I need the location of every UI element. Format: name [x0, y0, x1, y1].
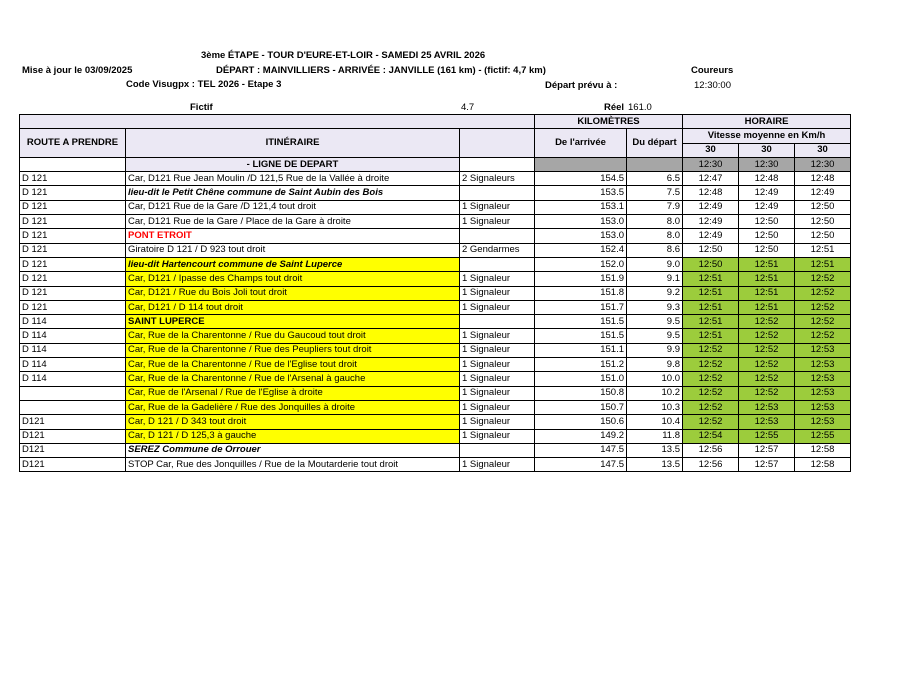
table-row: [20, 358, 851, 372]
row-time-3: 12:53: [795, 358, 851, 372]
row-depart: 9.5: [627, 329, 683, 343]
row-time-1: 12:51: [683, 272, 739, 286]
row-depart: 8.0: [627, 215, 683, 229]
row-note: 1 Signaleur: [460, 329, 535, 343]
start-time-2: 12:30: [739, 157, 795, 171]
row-time-3: 12:50: [795, 229, 851, 243]
row-time-2: 12:55: [739, 429, 795, 443]
arrivee-header: De l'arrivée: [535, 129, 627, 158]
row-time-1: 12:52: [683, 358, 739, 372]
vitesse-header: Vitesse moyenne en Km/h: [683, 129, 851, 143]
row-itineraire: Car, Rue de l'Arsenal / Rue de l'Eglise à droite: [126, 386, 460, 400]
row-route: [20, 400, 126, 414]
row-note: 1 Signaleur: [460, 215, 535, 229]
header-blank: [20, 115, 535, 129]
row-time-1: 12:56: [683, 458, 739, 472]
row-route: [20, 386, 126, 400]
row-arrivee: 151.2: [535, 358, 627, 372]
row-route: D 121: [20, 300, 126, 314]
start-note: [460, 157, 535, 171]
row-route: D121: [20, 458, 126, 472]
row-arrivee: 151.7: [535, 300, 627, 314]
row-time-2: 12:52: [739, 386, 795, 400]
row-time-2: 12:50: [739, 243, 795, 257]
row-depart: 10.4: [627, 415, 683, 429]
horaire-header: HORAIRE: [683, 115, 851, 129]
row-time-1: 12:50: [683, 257, 739, 271]
table-row: [20, 243, 851, 257]
row-depart: 8.6: [627, 243, 683, 257]
row-depart: 13.5: [627, 458, 683, 472]
row-time-2: 12:57: [739, 443, 795, 457]
fictif-value: 4.7: [461, 102, 475, 113]
row-arrivee: 154.5: [535, 172, 627, 186]
row-route: D 114: [20, 315, 126, 329]
row-time-2: 12:48: [739, 172, 795, 186]
row-depart: 10.2: [627, 386, 683, 400]
row-note: 1 Signaleur: [460, 429, 535, 443]
start-dep: [627, 157, 683, 171]
row-note: 1 Signaleur: [460, 272, 535, 286]
row-time-2: 12:52: [739, 329, 795, 343]
row-time-3: 12:52: [795, 286, 851, 300]
row-itineraire: Car, D121 Rue Jean Moulin /D 121,5 Rue de la Vallée à droite: [126, 172, 460, 186]
table-row: [20, 257, 851, 271]
table-row: [20, 415, 851, 429]
table-row: [20, 229, 851, 243]
table-row: [20, 186, 851, 200]
row-note: [460, 257, 535, 271]
row-itineraire: SEREZ Commune de Orrouer: [126, 443, 460, 457]
row-route: D 114: [20, 372, 126, 386]
row-itineraire: Car, D 121 / D 343 tout droit: [126, 415, 460, 429]
row-arrivee: 150.7: [535, 400, 627, 414]
row-depart: 6.5: [627, 172, 683, 186]
row-arrivee: 151.9: [535, 272, 627, 286]
table-row: [20, 215, 851, 229]
start-arr: [535, 157, 627, 171]
table-row: [20, 372, 851, 386]
table-row: [20, 458, 851, 472]
row-route: D121: [20, 429, 126, 443]
row-time-1: 12:49: [683, 200, 739, 214]
row-depart: 11.8: [627, 429, 683, 443]
row-time-2: 12:49: [739, 186, 795, 200]
row-time-3: 12:50: [795, 200, 851, 214]
start-time-1: 12:30: [683, 157, 739, 171]
table-row: [20, 272, 851, 286]
row-note: [460, 443, 535, 457]
row-time-3: 12:50: [795, 215, 851, 229]
row-note: 1 Signaleur: [460, 458, 535, 472]
start-label: - LIGNE DE DEPART: [126, 157, 460, 171]
row-note: [460, 186, 535, 200]
row-itineraire: Car, D121 / Rue du Bois Joli tout droit: [126, 286, 460, 300]
row-time-2: 12:53: [739, 415, 795, 429]
speed-2: 30: [739, 143, 795, 157]
row-arrivee: 151.5: [535, 315, 627, 329]
row-depart: 7.9: [627, 200, 683, 214]
row-itineraire: Car, Rue de la Charentonne / Rue du Gaucoud tout droit: [126, 329, 460, 343]
row-route: D 121: [20, 172, 126, 186]
table-row: [20, 286, 851, 300]
row-time-2: 12:51: [739, 300, 795, 314]
row-route: D121: [20, 415, 126, 429]
row-time-1: 12:48: [683, 186, 739, 200]
row-time-1: 12:51: [683, 286, 739, 300]
row-time-3: 12:51: [795, 257, 851, 271]
row-time-3: 12:49: [795, 186, 851, 200]
row-route: D121: [20, 443, 126, 457]
row-itineraire: Car, Rue de la Charentonne / Rue de l'Arsenal à gauche: [126, 372, 460, 386]
row-arrivee: 151.5: [535, 329, 627, 343]
stage-title: 3ème ÉTAPE - TOUR D'EURE-ET-LOIR - SAMEDI 25 AVRIL 2026: [201, 50, 486, 61]
row-route: D 114: [20, 343, 126, 357]
row-time-2: 12:51: [739, 286, 795, 300]
row-time-3: 12:58: [795, 443, 851, 457]
table-row: [20, 315, 851, 329]
row-note: 1 Signaleur: [460, 415, 535, 429]
row-time-3: 12:52: [795, 300, 851, 314]
row-time-2: 12:53: [739, 400, 795, 414]
itinerary-table: [19, 114, 851, 472]
table-row: [20, 429, 851, 443]
row-arrivee: 152.4: [535, 243, 627, 257]
table-row: [20, 300, 851, 314]
row-itineraire: Car, D121 / Ipasse des Champs tout droit: [126, 272, 460, 286]
row-itineraire: Car, Rue de la Gadelière / Rue des Jonquilles à droite: [126, 400, 460, 414]
table-row: [20, 386, 851, 400]
row-time-1: 12:52: [683, 400, 739, 414]
row-time-2: 12:52: [739, 358, 795, 372]
route-header: ROUTE A PRENDRE: [20, 129, 126, 158]
row-time-2: 12:50: [739, 215, 795, 229]
row-time-1: 12:52: [683, 343, 739, 357]
reel-value: 161.0: [628, 102, 652, 113]
row-time-2: 12:57: [739, 458, 795, 472]
row-note: 1 Signaleur: [460, 400, 535, 414]
row-arrivee: 152.0: [535, 257, 627, 271]
row-route: D 114: [20, 358, 126, 372]
table-row: [20, 329, 851, 343]
row-time-2: 12:51: [739, 272, 795, 286]
fictif-label: Fictif: [190, 102, 213, 113]
row-itineraire: Car, D 121 / D 125,3 à gauche: [126, 429, 460, 443]
speed-1: 30: [683, 143, 739, 157]
row-time-3: 12:58: [795, 458, 851, 472]
row-arrivee: 151.0: [535, 372, 627, 386]
row-itineraire: Car, D121 Rue de la Gare /D 121,4 tout droit: [126, 200, 460, 214]
row-depart: 10.3: [627, 400, 683, 414]
row-arrivee: 149.2: [535, 429, 627, 443]
update-date: Mise à jour le 03/09/2025: [22, 65, 133, 76]
row-time-3: 12:53: [795, 415, 851, 429]
coureurs-label: Coureurs: [691, 65, 734, 76]
row-route: D 121: [20, 215, 126, 229]
row-arrivee: 151.8: [535, 286, 627, 300]
row-time-1: 12:56: [683, 443, 739, 457]
row-time-1: 12:51: [683, 329, 739, 343]
row-time-1: 12:52: [683, 372, 739, 386]
row-arrivee: 147.5: [535, 443, 627, 457]
table-row: [20, 200, 851, 214]
row-time-3: 12:51: [795, 243, 851, 257]
table-row: [20, 400, 851, 414]
row-route: D 121: [20, 272, 126, 286]
row-itineraire: lieu-dit le Petit Chêne commune de Saint Aubin des Bois: [126, 186, 460, 200]
row-time-3: 12:48: [795, 172, 851, 186]
row-note: 1 Signaleur: [460, 200, 535, 214]
row-itineraire: SAINT LUPERCE: [126, 315, 460, 329]
row-route: D 114: [20, 329, 126, 343]
row-time-3: 12:55: [795, 429, 851, 443]
row-time-1: 12:54: [683, 429, 739, 443]
row-time-1: 12:49: [683, 229, 739, 243]
row-itineraire: PONT ETROIT: [126, 229, 460, 243]
row-time-1: 12:52: [683, 415, 739, 429]
row-route: D 121: [20, 200, 126, 214]
row-time-3: 12:53: [795, 400, 851, 414]
row-note: [460, 315, 535, 329]
row-arrivee: 151.1: [535, 343, 627, 357]
row-route: D 121: [20, 186, 126, 200]
row-depart: 10.0: [627, 372, 683, 386]
row-arrivee: 150.8: [535, 386, 627, 400]
row-depart: 9.2: [627, 286, 683, 300]
row-arrivee: 150.6: [535, 415, 627, 429]
row-time-3: 12:52: [795, 329, 851, 343]
start-time-3: 12:30: [795, 157, 851, 171]
row-note: 1 Signaleur: [460, 343, 535, 357]
row-time-1: 12:52: [683, 386, 739, 400]
row-time-3: 12:52: [795, 315, 851, 329]
row-note: 1 Signaleur: [460, 358, 535, 372]
row-note: 2 Signaleurs: [460, 172, 535, 186]
row-depart: 9.3: [627, 300, 683, 314]
reel-label: Réel: [604, 102, 625, 113]
depart-time: 12:30:00: [694, 80, 731, 91]
row-time-3: 12:52: [795, 272, 851, 286]
start-route: [20, 157, 126, 171]
km-header: KILOMÈTRES: [535, 115, 683, 129]
row-note: 1 Signaleur: [460, 286, 535, 300]
row-itineraire: Car, D121 / D 114 tout droit: [126, 300, 460, 314]
row-itineraire: Car, Rue de la Charentonne / Rue des Peupliers tout droit: [126, 343, 460, 357]
row-arrivee: 153.1: [535, 200, 627, 214]
row-route: D 121: [20, 243, 126, 257]
row-route: D 121: [20, 286, 126, 300]
row-arrivee: 153.0: [535, 215, 627, 229]
depart-prevu-label: Départ prévu à :: [545, 80, 618, 91]
row-time-1: 12:47: [683, 172, 739, 186]
row-depart: 8.0: [627, 229, 683, 243]
table-row: [20, 343, 851, 357]
row-time-2: 12:50: [739, 229, 795, 243]
row-note: 1 Signaleur: [460, 386, 535, 400]
table-row: [20, 443, 851, 457]
row-itineraire: Car, D121 Rue de la Gare / Place de la Gare à droite: [126, 215, 460, 229]
row-itineraire: lieu-dit Hartencourt commune de Saint Luperce: [126, 257, 460, 271]
row-time-1: 12:49: [683, 215, 739, 229]
row-depart: 9.0: [627, 257, 683, 271]
row-time-2: 12:52: [739, 372, 795, 386]
row-depart: 9.8: [627, 358, 683, 372]
row-route: D 121: [20, 229, 126, 243]
itineraire-header: ITINÉRAIRE: [126, 129, 460, 158]
row-time-1: 12:50: [683, 243, 739, 257]
row-time-1: 12:51: [683, 315, 739, 329]
row-arrivee: 153.5: [535, 186, 627, 200]
row-arrivee: 153.0: [535, 229, 627, 243]
row-itineraire: Giratoire D 121 / D 923 tout droit: [126, 243, 460, 257]
row-time-2: 12:52: [739, 343, 795, 357]
row-time-3: 12:53: [795, 372, 851, 386]
row-time-2: 12:52: [739, 315, 795, 329]
row-time-3: 12:53: [795, 343, 851, 357]
row-depart: 7.5: [627, 186, 683, 200]
note-header: [460, 129, 535, 158]
row-time-1: 12:51: [683, 300, 739, 314]
row-depart: 13.5: [627, 443, 683, 457]
visugpx-code: Code Visugpx : TEL 2026 - Etape 3: [126, 79, 282, 90]
row-time-2: 12:49: [739, 200, 795, 214]
row-note: 1 Signaleur: [460, 372, 535, 386]
depart-header: Du départ: [627, 129, 683, 158]
row-note: 2 Gendarmes: [460, 243, 535, 257]
row-route: D 121: [20, 257, 126, 271]
row-time-3: 12:53: [795, 386, 851, 400]
row-note: 1 Signaleur: [460, 300, 535, 314]
row-note: [460, 229, 535, 243]
row-itineraire: STOP Car, Rue des Jonquilles / Rue de la Moutarderie tout droit: [126, 458, 460, 472]
row-depart: 9.1: [627, 272, 683, 286]
row-arrivee: 147.5: [535, 458, 627, 472]
speed-3: 30: [795, 143, 851, 157]
table-row: [20, 172, 851, 186]
row-time-2: 12:51: [739, 257, 795, 271]
row-depart: 9.5: [627, 315, 683, 329]
row-depart: 9.9: [627, 343, 683, 357]
row-itineraire: Car, Rue de la Charentonne / Rue de l'Eglise tout droit: [126, 358, 460, 372]
route-summary: DÉPART : MAINVILLIERS - ARRIVÉE : JANVILLE (161 km) - (fictif: 4,7 km): [216, 65, 546, 76]
